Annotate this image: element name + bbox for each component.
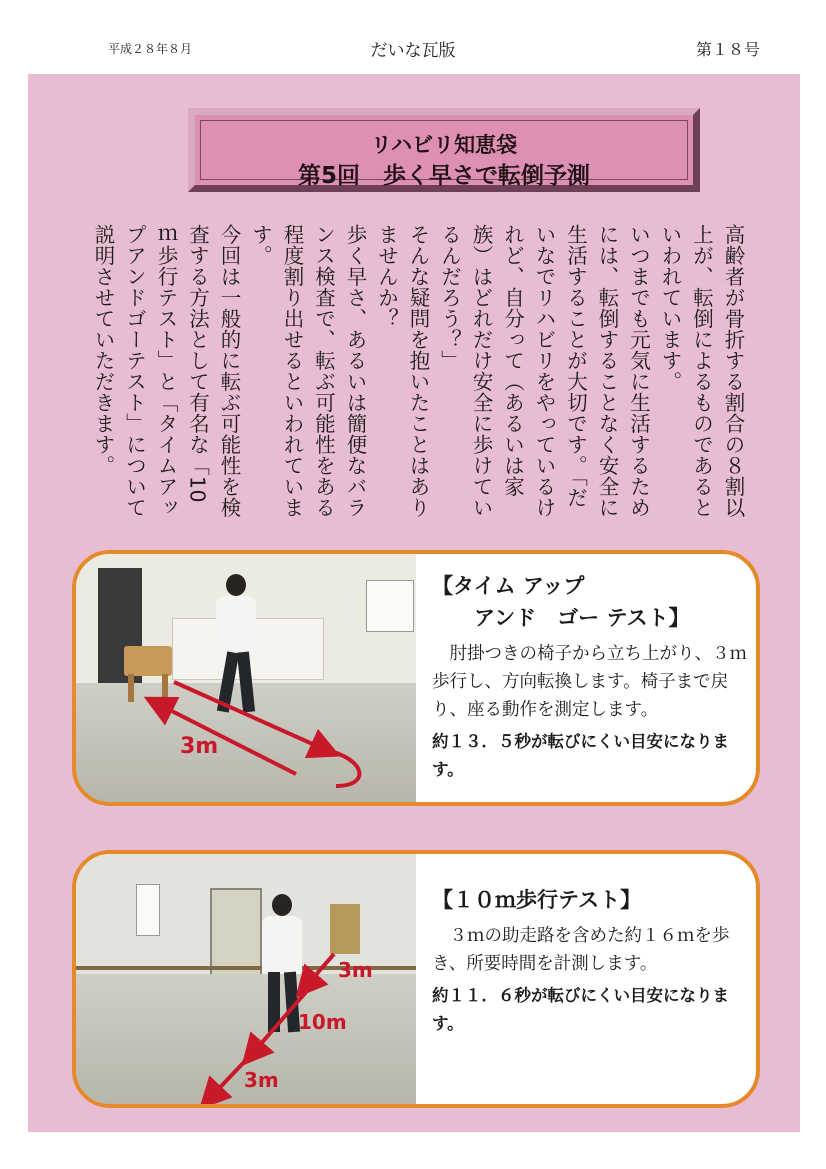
article-page bbox=[28, 74, 800, 1132]
walk-test-photo bbox=[76, 854, 416, 1104]
issue-date: 平成２８年８月 bbox=[108, 42, 193, 56]
walk-test-description: ３ｍの助走路を含めた約１６ｍを歩き、所要時間を計測します。 bbox=[432, 926, 730, 974]
series-title: リハビリ知恵袋 bbox=[370, 133, 518, 157]
walk-test-panel bbox=[72, 850, 760, 1108]
tug-test-heading: 【タイム アップ アンド ゴー テスト】 bbox=[432, 574, 690, 630]
tug-test-photo bbox=[76, 554, 416, 802]
article-paragraph: 今回は一般的に転ぶ可能性を検査する方法として有名な「10ｍ歩行テスト」と「タイムアップアンドゴーテスト」について説明させていただきます。 bbox=[91, 224, 241, 518]
distance-label: 3m bbox=[244, 1068, 279, 1092]
article-paragraph: 歩く早さ、あるいは簡便なバランス検査で、転ぶ可能性をある程度割り出せるといわれています。 bbox=[248, 224, 367, 518]
tug-test-benchmark: 約１３．５秒が転びにくい目安になります。 bbox=[432, 732, 729, 779]
article-body bbox=[91, 224, 748, 524]
distance-label: 3m bbox=[180, 734, 219, 759]
newsletter-title: だいな瓦版 bbox=[370, 41, 456, 61]
article-paragraph: いつまでも元気に生活するためには、転倒することなく安全に生活することが大切です。「だいなでリハビリをやっているけれど、自分って（あるいは家族）はどれだけ安全に歩けているんだろう？」 bbox=[437, 224, 651, 518]
distance-arrows bbox=[76, 554, 416, 802]
walk-test-text bbox=[432, 884, 754, 1038]
episode-title: 第5回 歩く早さで転倒予測 bbox=[297, 163, 590, 189]
page-header bbox=[0, 36, 826, 60]
title-banner bbox=[188, 108, 700, 192]
tug-test-description: 肘掛つきの椅子から立ち上がり、３ｍ歩行し、方向転換します。椅子まで戻り、座る動作を測定します。 bbox=[432, 644, 747, 720]
tug-test-text bbox=[432, 570, 754, 784]
issue-number: 第１８号 bbox=[695, 40, 760, 59]
article-paragraph: そんな疑問を抱いたことはありませんか？ bbox=[374, 224, 430, 518]
walk-test-benchmark: 約１１．６秒が転びにくい目安になります。 bbox=[432, 986, 729, 1033]
article-paragraph: 高齢者が骨折する割合の８割以上が、転倒によるものであるといわれています。 bbox=[658, 224, 745, 518]
distance-label: 3m bbox=[338, 958, 373, 982]
walk-test-heading: 【１０ｍ歩行テスト】 bbox=[432, 888, 642, 912]
distance-label: 10m bbox=[298, 1010, 347, 1034]
turn-arrow bbox=[326, 750, 359, 786]
rundown-arrow bbox=[210, 1060, 246, 1098]
tug-test-panel bbox=[72, 550, 760, 806]
title-inner-frame bbox=[200, 120, 688, 189]
return-arrow bbox=[158, 704, 296, 774]
runup-arrow bbox=[306, 954, 334, 986]
